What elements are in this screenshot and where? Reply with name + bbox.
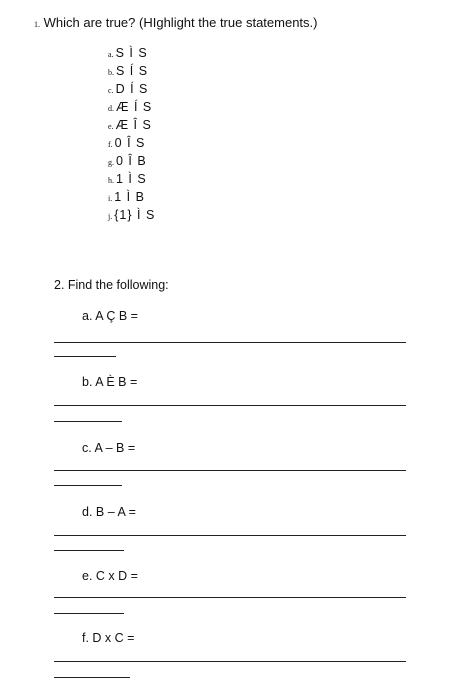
- item-f-answer-line-1[interactable]: [54, 661, 406, 662]
- item-f-answer-line-2[interactable]: [54, 677, 130, 678]
- item-c-answer-line-1[interactable]: [54, 470, 406, 471]
- option-i[interactable]: i. 1 Ì B: [108, 190, 145, 204]
- item-f-label: f. D x C =: [82, 631, 135, 645]
- option-h[interactable]: h. 1 Ì S: [108, 172, 147, 186]
- item-b-label: b. A È B =: [82, 375, 138, 389]
- option-a[interactable]: a. S Ì S: [108, 46, 148, 60]
- item-b-answer-line-1[interactable]: [54, 405, 406, 406]
- item-e-answer-line-2[interactable]: [54, 613, 124, 614]
- question-1-instruction: (HIghlight the true statements.): [139, 15, 318, 30]
- question-1-title: [34, 15, 318, 30]
- question-1-text: Which are true?: [43, 15, 136, 30]
- item-a-label: a. A Ç B =: [82, 309, 138, 323]
- item-c-label: c. A – B =: [82, 441, 136, 455]
- option-d[interactable]: d. Æ Í S: [108, 100, 153, 114]
- option-b[interactable]: b. S Í S: [108, 64, 149, 78]
- item-e-answer-line-1[interactable]: [54, 597, 406, 598]
- item-d-answer-line-1[interactable]: [54, 535, 406, 536]
- option-f[interactable]: f. 0 Î S: [108, 136, 146, 150]
- item-e-label: e. C x D =: [82, 569, 138, 583]
- option-c[interactable]: c. D Í S: [108, 82, 149, 96]
- item-d-answer-line-2[interactable]: [54, 550, 124, 551]
- option-j[interactable]: j. {1} Ì S: [108, 208, 156, 222]
- option-e[interactable]: e. Æ Î S: [108, 118, 152, 132]
- item-c-answer-line-2[interactable]: [54, 485, 122, 486]
- item-a-answer-line-1[interactable]: [54, 342, 406, 343]
- question-2-title: 2. Find the following:: [54, 278, 169, 292]
- item-b-answer-line-2[interactable]: [54, 421, 122, 422]
- item-a-answer-line-2[interactable]: [54, 356, 116, 357]
- question-1-number: 1.: [34, 20, 40, 29]
- item-d-label: d. B – A =: [82, 505, 136, 519]
- option-g[interactable]: g. 0 Î B: [108, 154, 147, 168]
